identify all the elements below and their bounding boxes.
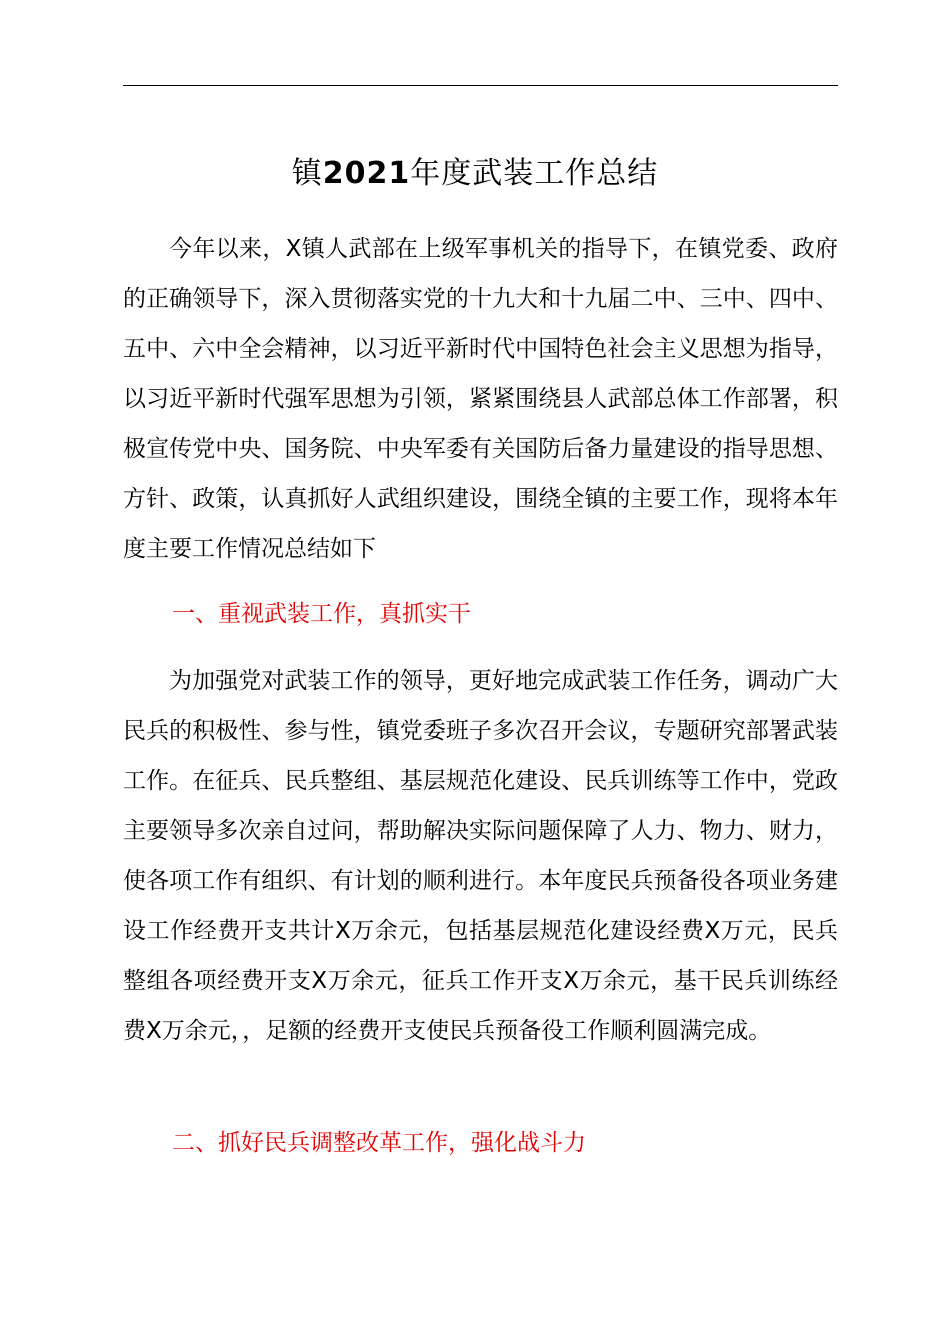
document-title	[0, 152, 950, 196]
section-1-paragraph: 为加强党对武装工作的领导，更好地完成武装工作任务，调动广大民兵的积极性、参与性，镇党委班子多次召开会议，专题研究部署武装工作。在征兵、民兵整组、基层规范化建设、民兵训练等工作中，党政主要领导多次亲自过问，帮助解决实际问题保障了人力、物力、财力，使各项工作有组织、有计划的顺利进行。本年度民兵预备役各项业务建设工作经费开支共计X万余元，包括基层规范化建设经费X万元，民兵整组各项经费开支X万余元，征兵工作开支X万余元，基干民兵训练经费X万余元，，足额的经费开支使民兵预备役工作顺利圆满完成。	[123, 668, 838, 1044]
intro-paragraph: 今年以来，X镇人武部在上级军事机关的指导下，在镇党委、政府的正确领导下，深入贯彻落实党的十九大和十九届二中、三中、四中、五中、六中全会精神，以习近平新时代中国特色社会主义思想为指导，以习近平新时代强军思想为引领，紧紧围绕县人武部总体工作部署，积极宣传党中央、国务院、中央军委有关国防后备力量建设的指导思想、方针、政策，认真抓好人武组织建设，围绕全镇的主要工作，现将本年度主要工作情况总结如下	[123, 236, 838, 562]
header-rule	[123, 85, 838, 86]
section-1-heading: 一、重视武装工作，真抓实干	[172, 601, 471, 627]
section-2-heading: 二、抓好民兵调整改革工作，强化战斗力	[172, 1130, 586, 1156]
title-year: 2021	[322, 156, 411, 191]
title-suffix: 年度武装工作总结	[410, 156, 659, 191]
title-prefix: 镇	[291, 156, 323, 191]
